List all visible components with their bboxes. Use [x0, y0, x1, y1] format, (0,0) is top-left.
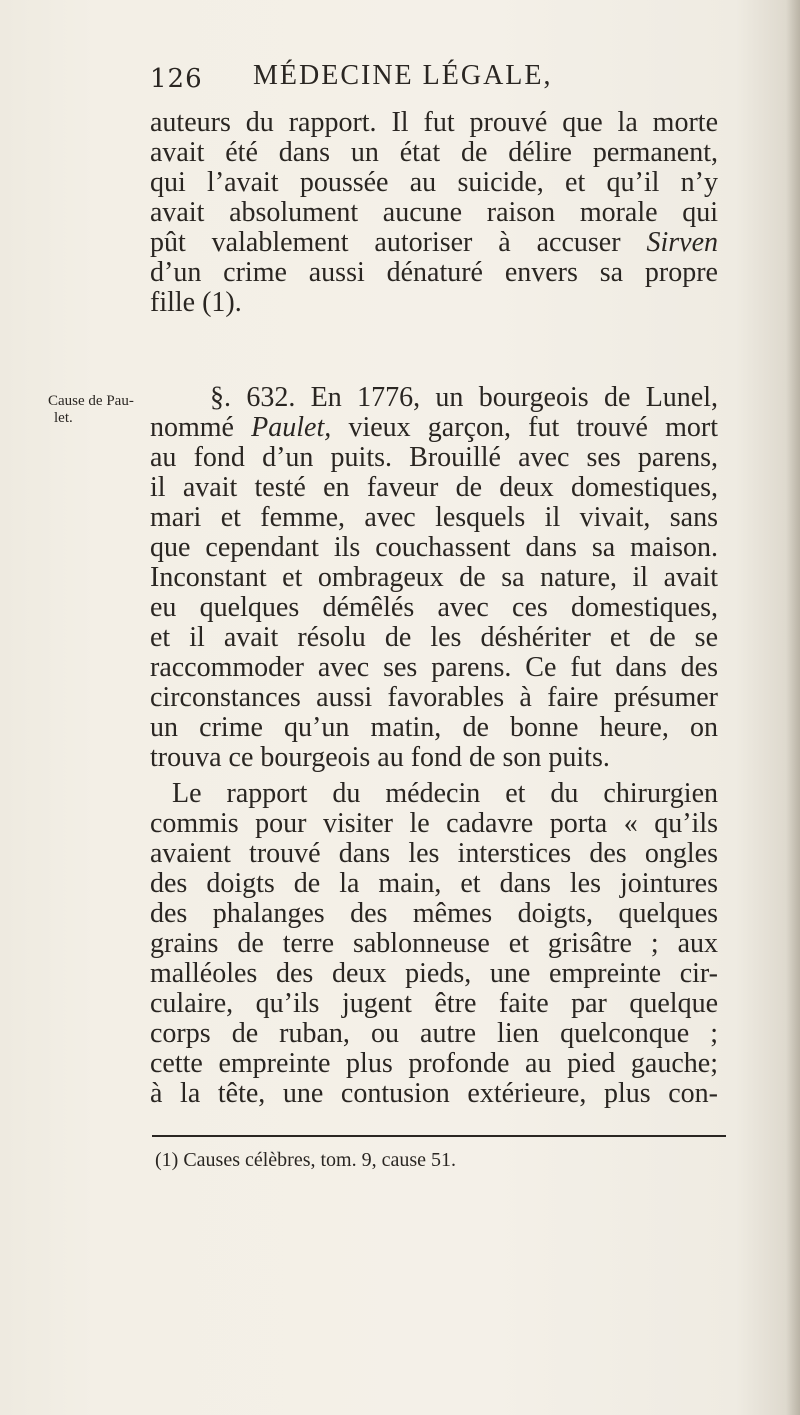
margin-note — [48, 393, 138, 427]
paragraph-medical-report — [150, 779, 718, 1109]
text-line: trouva ce bourgeois au fond de son puits. — [150, 742, 610, 773]
text-line: au fond d’un puits. Brouillé avec ses parens, — [150, 442, 718, 473]
text-line: avait été dans un état de délire permanent, — [150, 137, 718, 168]
text-line: commis pour visiter le cadavre porta « qu’ils — [150, 808, 718, 839]
page-edge-shadow — [786, 0, 800, 1415]
text-line: eu quelques démêlés avec ces domestiques, — [150, 592, 718, 623]
text-line-with-name — [150, 228, 718, 258]
text-line: il avait testé en faveur de deux domestiques, — [150, 472, 718, 503]
text-line: corps de ruban, ou autre lien quelconque ; — [150, 1018, 718, 1049]
text-line: avaient trouvé dans les interstices des ongles — [150, 838, 718, 869]
italic-name-sirven: Sirven — [646, 227, 718, 258]
paragraph-paulet-case — [150, 383, 718, 773]
text-line: qui l’avait poussée au suicide, et qu’il n’y — [150, 167, 718, 198]
section-number: §. 632. — [210, 382, 296, 413]
text-line: grains de terre sablonneuse et grisâtre ; aux — [150, 928, 718, 959]
footnote: (1) Causes célèbres, tom. 9, cause 51. — [155, 1149, 457, 1171]
text-fragment: En 1776, un bourgeois de Lunel, — [310, 382, 719, 413]
text-line: malléoles des deux pieds, une empreinte cir- — [150, 958, 718, 989]
text-line: des doigts de la main, et dans les jointures — [150, 868, 718, 899]
text-fragment: pût valablement autoriser à accuser — [150, 227, 621, 258]
text-line: et il avait résolu de les déshériter et de se — [150, 622, 718, 653]
text-line: Le rapport du médecin et du chirurgien — [172, 778, 718, 809]
margin-note-line: let. — [54, 410, 73, 426]
text-line: mari et femme, avec lesquels il vivait, sans — [150, 502, 718, 533]
footnote-separator — [152, 1135, 726, 1137]
italic-name-paulet: Paulet, — [251, 412, 332, 443]
text-line: que cependant ils couchassent dans sa maison. — [150, 532, 718, 563]
text-line: Inconstant et ombrageux de sa nature, il avait — [150, 562, 718, 593]
text-line: circonstances aussi favorables à faire présumer — [150, 682, 718, 713]
text-line: à la tête, une contusion extérieure, plus con- — [150, 1078, 718, 1109]
running-header — [150, 60, 670, 100]
text-line: auteurs du rapport. Il fut prouvé que la morte — [150, 107, 718, 138]
text-line-section — [150, 383, 718, 413]
text-line: un crime qu’un matin, de bonne heure, on — [150, 712, 718, 743]
running-title: MÉDECINE LÉGALE, — [253, 60, 553, 91]
text-line: fille (1). — [150, 287, 242, 318]
text-line: d’un crime aussi dénaturé envers sa propre — [150, 257, 718, 288]
text-line-with-name — [150, 413, 718, 443]
text-line: raccommoder avec ses parens. Ce fut dans des — [150, 652, 718, 683]
text-line: des phalanges des mêmes doigts, quelques — [150, 898, 718, 929]
margin-note-line: Cause de Pau- — [48, 393, 134, 409]
page-number: 126 — [150, 64, 203, 94]
text-line: cette empreinte plus profonde au pied gauche; — [150, 1048, 718, 1079]
text-line: avait absolument aucune raison morale qui — [150, 197, 718, 228]
paragraph-continuation — [150, 108, 718, 318]
text-fragment: nommé — [150, 412, 234, 443]
text-line: culaire, qu’ils jugent être faite par quelque — [150, 988, 718, 1019]
text-fragment: vieux garçon, fut trouvé mort — [348, 412, 719, 443]
